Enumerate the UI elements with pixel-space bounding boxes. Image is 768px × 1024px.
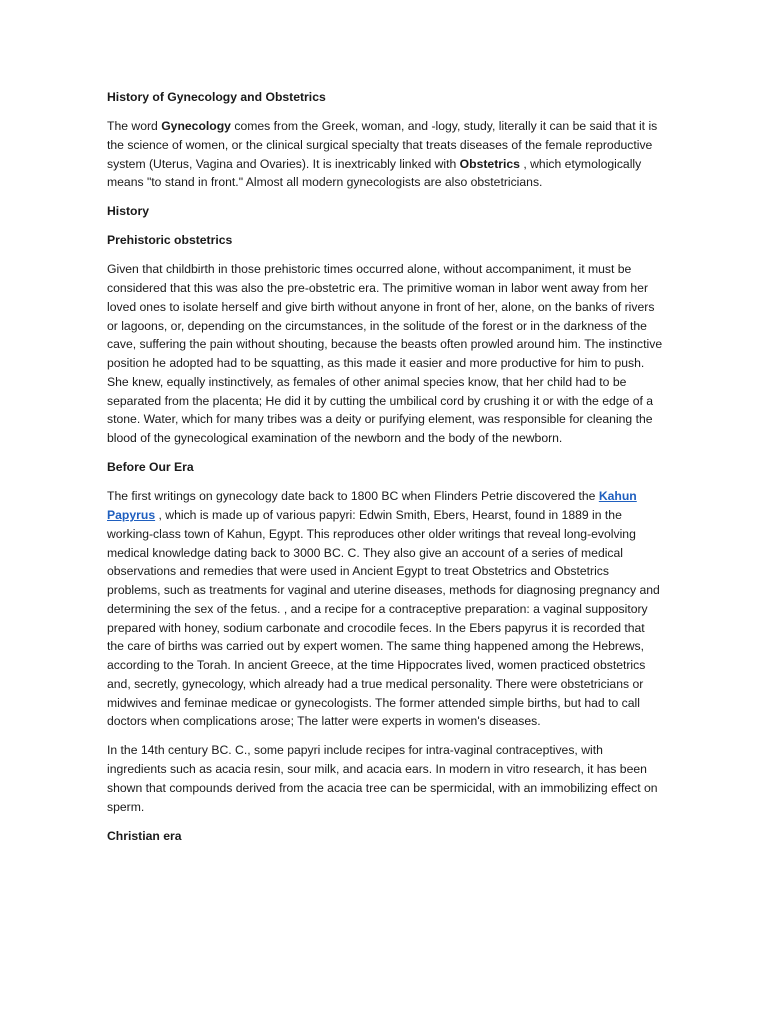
contraceptives-paragraph: In the 14th century BC. C., some papyri include recipes for intra-vaginal contraceptives, with ingredients such as acacia resin, sour milk, and acacia ears. In modern in vitro research, it has been shown that compounds derived from the acacia tree can be spermicidal, with an immobilizing effect on sperm. xyxy=(107,743,658,814)
before-era-paragraph xyxy=(107,487,663,731)
history-heading: History xyxy=(107,204,149,219)
prehistoric-heading: Prehistoric obstetrics xyxy=(107,233,233,248)
christian-era-heading: Christian era xyxy=(107,828,182,843)
before-era-text-2: , which is made up of various papyri: Edwin Smith, Ebers, Hearst, found in 1889 in the working-class town of Kahun, Egypt. This reproduces other older writings that reveal long-evolving medical knowledge dating back to 3000 BC. C. They also give an account of a series of medical observations and remedies that were used in Ancient Egypt to treat Obstetrics and Obstetrics problems, such as treatments for vaginal and uterine diseases, methods for diagnosing pregnancy and determining the sex of the fetus. , and a recipe for a contraceptive preparation: a vaginal suppository prepared with honey, sodium carbonate and crocodile feces. In the Ebers papyrus it is recorded that the care of births was carried out by expert women. The same thing happened among the Hebrews, according to the Torah. In ancient Greece, at the time Hippocrates lived, women practiced obstetrics and, secretly, gynecology, which already had a true medical personality. There were obstetricians or midwives and feminae medicae or gynecologists. The former attended simple births, but had to call doctors when complications arose; The latter were experts in women's diseases. xyxy=(107,508,660,729)
intro-text-2: comes from the Greek, woman, and -logy, study, literally it can be said that it is the science of women, or the clinical surgical specialty that treats diseases of the female reproductive system (Uterus, Vagina and Ovaries). It is inextricably linked with xyxy=(107,119,658,171)
intro-text-1: The word xyxy=(107,119,162,134)
term-obstetrics: Obstetrics xyxy=(459,156,520,171)
before-era-text-1: The first writings on gynecology date back to 1800 BC when Flinders Petrie discovered the xyxy=(107,489,599,504)
intro-paragraph xyxy=(107,117,663,192)
term-gynecology: Gynecology xyxy=(161,119,231,134)
document-title: History of Gynecology and Obstetrics xyxy=(107,90,326,104)
kahun-papyrus-link[interactable]: Kahun Papyrus xyxy=(107,489,637,523)
before-era-heading: Before Our Era xyxy=(107,460,194,475)
intro-text-3: , which etymologically means "to stand in front." Almost all modern gynecologists are also obstetricians. xyxy=(107,156,642,190)
document-page xyxy=(107,88,663,856)
prehistoric-paragraph: Given that childbirth in those prehistoric times occurred alone, without accompaniment, it must be considered that this was also the pre-obstetric era. The primitive woman in labor went away from her loved ones to isolate herself and give birth without anyone in front of her, alone, on the banks of rivers or lagoons, or, depending on the circumstances, in the solitude of the forest or in the darkness of the cave, suffering the pain without shouting, because the beasts often prowled around him. The instinctive position he adopted had to be squatting, as this made it easier and more productive for him to push. She knew, equally instinctively, as females of other animal species know, that her child had to be separated from the placenta; He did it by cutting the umbilical cord by crushing it or with the edge of a stone. Water, which for many tribes was a deity or purifying element, was responsible for cleaning the blood of the gynecological examination of the newborn and the body of the newborn. xyxy=(107,262,663,446)
